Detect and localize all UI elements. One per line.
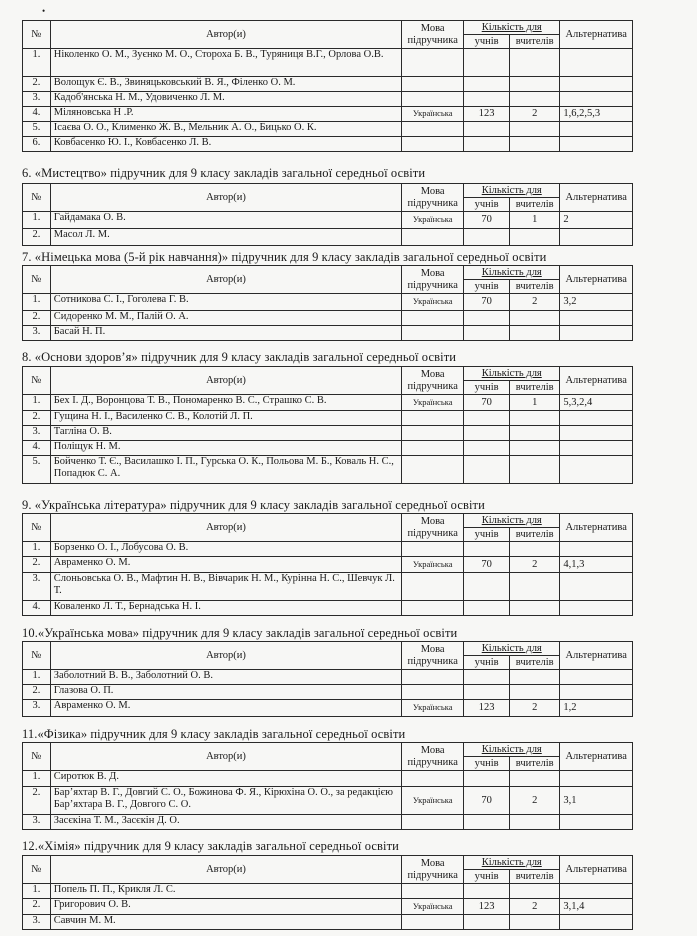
header-language xyxy=(402,184,464,212)
row-language: Українська xyxy=(402,899,464,915)
header-language xyxy=(402,642,464,670)
row-authors: Бойченко Т. Є., Василашко І. П., Гурська О. К., Польова М. Б., Коваль Н. С., Попадюк С. А. xyxy=(50,456,401,484)
table-row xyxy=(23,771,633,787)
row-language xyxy=(402,771,464,787)
row-number: 2. xyxy=(23,787,51,815)
header-author: Автор(и) xyxy=(50,856,401,884)
row-alternative: 1,2 xyxy=(560,700,633,717)
row-teachers-count xyxy=(510,49,560,77)
row-authors: Авраменко О. М. xyxy=(50,700,401,717)
row-teachers-count: 2 xyxy=(510,107,560,122)
header-teachers: вчителів xyxy=(510,757,560,771)
header-teachers: вчителів xyxy=(510,656,560,670)
row-language xyxy=(402,670,464,685)
row-teachers-count xyxy=(510,77,560,92)
textbook-table xyxy=(22,641,633,717)
row-alternative xyxy=(560,542,633,557)
header-num: № xyxy=(23,184,51,212)
row-alternative xyxy=(560,122,633,137)
header-author: Автор(и) xyxy=(50,514,401,542)
section-title: 12.«Хімія» підручник для 9 класу закладів загальної середньої освіти xyxy=(22,839,399,853)
row-alternative xyxy=(560,573,633,601)
header-author: Автор(и) xyxy=(50,642,401,670)
section-title: 10.«Українська мова» підручник для 9 класу закладів загальної середньої освіти xyxy=(22,626,458,640)
header-row xyxy=(23,184,633,198)
header-num: № xyxy=(23,743,51,771)
header-students: учнів xyxy=(464,35,510,49)
header-count: Кількість для xyxy=(464,642,560,656)
row-number: 4. xyxy=(23,107,51,122)
header-students: учнів xyxy=(464,280,510,294)
table-row xyxy=(23,573,633,601)
table-row xyxy=(23,107,633,122)
row-teachers-count: 2 xyxy=(510,700,560,717)
row-language xyxy=(402,915,464,930)
header-num: № xyxy=(23,266,51,294)
header-row xyxy=(23,856,633,870)
row-language: Українська xyxy=(402,700,464,717)
row-alternative xyxy=(560,77,633,92)
table-row xyxy=(23,815,633,830)
row-teachers-count: 2 xyxy=(510,787,560,815)
row-students-count xyxy=(464,884,510,899)
header-alternative: Альтернатива xyxy=(560,21,633,49)
row-alternative xyxy=(560,915,633,930)
row-number: 1. xyxy=(23,884,51,899)
row-students-count xyxy=(464,426,510,441)
row-students-count xyxy=(464,685,510,700)
header-students: учнів xyxy=(464,528,510,542)
row-students-count xyxy=(464,326,510,341)
header-num: № xyxy=(23,367,51,395)
row-number: 1. xyxy=(23,771,51,787)
header-language-line1: Мова xyxy=(420,858,445,870)
textbook-table xyxy=(22,20,633,152)
table-row xyxy=(23,601,633,616)
textbook-table xyxy=(22,183,633,246)
header-language xyxy=(402,367,464,395)
header-language xyxy=(402,856,464,884)
row-students-count xyxy=(464,573,510,601)
header-row xyxy=(23,266,633,280)
row-teachers-count xyxy=(510,122,560,137)
row-authors: Борзенко О. І., Лобусова О. В. xyxy=(50,542,401,557)
header-teachers: вчителів xyxy=(510,35,560,49)
row-authors: Міляновська Н .Р. xyxy=(50,107,401,122)
row-authors: Заболотний В. В., Заболотний О. В. xyxy=(50,670,401,685)
header-language-line2: підручника xyxy=(407,197,458,209)
header-alternative: Альтернатива xyxy=(560,184,633,212)
row-number: 1. xyxy=(23,542,51,557)
row-teachers-count xyxy=(510,884,560,899)
section-title: 8. «Основи здоров’я» підручник для 9 класу закладів загальної середньої освіти xyxy=(22,350,457,364)
row-students-count xyxy=(464,411,510,426)
row-teachers-count xyxy=(510,441,560,456)
row-authors: Гущина Н. І., Василенко С. В., Колотій Л. П. xyxy=(50,411,401,426)
row-authors: Сиротюк В. Д. xyxy=(50,771,401,787)
header-students: учнів xyxy=(464,198,510,212)
header-language-line1: Мова xyxy=(420,268,445,280)
header-row xyxy=(23,642,633,656)
row-teachers-count: 1 xyxy=(510,395,560,411)
row-alternative xyxy=(560,426,633,441)
header-language-line1: Мова xyxy=(420,644,445,656)
row-students-count: 70 xyxy=(464,787,510,815)
row-alternative: 3,1 xyxy=(560,787,633,815)
row-students-count: 123 xyxy=(464,899,510,915)
table-row xyxy=(23,899,633,915)
row-alternative xyxy=(560,326,633,341)
row-number: 1. xyxy=(23,294,51,311)
table-row xyxy=(23,542,633,557)
row-authors: Савчин М. М. xyxy=(50,915,401,930)
row-students-count xyxy=(464,915,510,930)
header-num: № xyxy=(23,21,51,49)
row-language xyxy=(402,92,464,107)
row-alternative: 4,1,3 xyxy=(560,557,633,573)
row-authors: Гайдамака О. В. xyxy=(50,212,401,229)
row-language xyxy=(402,411,464,426)
row-number: 3. xyxy=(23,815,51,830)
row-language xyxy=(402,77,464,92)
row-authors: Ніколенко О. М., Зуєнко М. О., Стороха Б. В., Туряниця В.Г., Орлова О.В. xyxy=(50,49,401,77)
section-title: 9. «Українська література» підручник для 9 класу закладів загальної середньої освіти xyxy=(22,498,485,512)
row-teachers-count xyxy=(510,326,560,341)
row-authors: Кадоб'янська Н. М., Удовиченко Л. М. xyxy=(50,92,401,107)
table-row xyxy=(23,557,633,573)
row-students-count xyxy=(464,311,510,326)
header-count: Кількість для xyxy=(464,743,560,757)
header-language-line2: підручника xyxy=(407,655,458,667)
row-students-count: 70 xyxy=(464,395,510,411)
textbook-table xyxy=(22,742,633,830)
row-authors: Ковбасенко Ю. І., Ковбасенко Л. В. xyxy=(50,137,401,152)
row-teachers-count xyxy=(510,426,560,441)
row-language: Українська xyxy=(402,787,464,815)
header-teachers: вчителів xyxy=(510,280,560,294)
header-count: Кількість для xyxy=(464,856,560,870)
row-language xyxy=(402,441,464,456)
header-language-line2: підручника xyxy=(407,34,458,46)
header-language xyxy=(402,21,464,49)
header-count: Кількість для xyxy=(464,266,560,280)
row-number: 2. xyxy=(23,77,51,92)
row-number: 3. xyxy=(23,700,51,717)
row-authors: Коваленко Л. Т., Бернадська Н. І. xyxy=(50,601,401,616)
table-row xyxy=(23,212,633,229)
row-language xyxy=(402,456,464,484)
table-row xyxy=(23,441,633,456)
row-students-count: 70 xyxy=(464,294,510,311)
header-language xyxy=(402,743,464,771)
row-students-count xyxy=(464,670,510,685)
header-alternative: Альтернатива xyxy=(560,266,633,294)
header-students: учнів xyxy=(464,757,510,771)
header-teachers: вчителів xyxy=(510,381,560,395)
row-authors: Сидоренко М. М., Палій О. А. xyxy=(50,311,401,326)
row-teachers-count xyxy=(510,915,560,930)
header-students: учнів xyxy=(464,656,510,670)
row-language xyxy=(402,426,464,441)
table-row xyxy=(23,77,633,92)
row-language xyxy=(402,137,464,152)
header-language-line2: підручника xyxy=(407,756,458,768)
row-number: 1. xyxy=(23,395,51,411)
header-alternative: Альтернатива xyxy=(560,642,633,670)
header-language-line2: підручника xyxy=(407,279,458,291)
row-students-count: 70 xyxy=(464,557,510,573)
row-students-count xyxy=(464,815,510,830)
header-language xyxy=(402,514,464,542)
header-author: Автор(и) xyxy=(50,367,401,395)
row-students-count: 123 xyxy=(464,107,510,122)
row-authors: Григорович О. В. xyxy=(50,899,401,915)
header-count: Кількість для xyxy=(464,21,560,35)
header-alternative: Альтернатива xyxy=(560,856,633,884)
row-number: 3. xyxy=(23,326,51,341)
row-students-count xyxy=(464,542,510,557)
row-alternative xyxy=(560,411,633,426)
scan-mark: • xyxy=(42,6,46,16)
row-teachers-count xyxy=(510,670,560,685)
textbook-table xyxy=(22,265,633,341)
header-students: учнів xyxy=(464,381,510,395)
row-alternative xyxy=(560,884,633,899)
row-number: 5. xyxy=(23,456,51,484)
row-alternative xyxy=(560,670,633,685)
table-row xyxy=(23,294,633,311)
row-students-count: 70 xyxy=(464,212,510,229)
header-language-line1: Мова xyxy=(420,186,445,198)
row-language: Українська xyxy=(402,107,464,122)
section-title: 6. «Мистецтво» підручник для 9 класу закладів загальної середньої освіти xyxy=(22,166,426,180)
row-alternative: 2 xyxy=(560,212,633,229)
table-row xyxy=(23,787,633,815)
header-language-line2: підручника xyxy=(407,380,458,392)
section-title: 11.«Фізика» підручник для 9 класу закладів загальної середньої освіти xyxy=(22,727,406,741)
row-alternative xyxy=(560,311,633,326)
row-authors: Масол Л. М. xyxy=(50,229,401,246)
row-students-count xyxy=(464,49,510,77)
header-row xyxy=(23,743,633,757)
row-authors: Тагліна О. В. xyxy=(50,426,401,441)
row-teachers-count: 2 xyxy=(510,899,560,915)
table-row xyxy=(23,700,633,717)
row-number: 1. xyxy=(23,212,51,229)
row-alternative xyxy=(560,456,633,484)
row-number: 2. xyxy=(23,411,51,426)
row-language xyxy=(402,685,464,700)
header-row xyxy=(23,514,633,528)
header-alternative: Альтернатива xyxy=(560,514,633,542)
row-alternative: 1,6,2,5,3 xyxy=(560,107,633,122)
header-teachers: вчителів xyxy=(510,870,560,884)
row-number: 2. xyxy=(23,557,51,573)
row-teachers-count xyxy=(510,137,560,152)
row-students-count xyxy=(464,122,510,137)
row-students-count xyxy=(464,441,510,456)
section-title: 7. «Німецька мова (5-й рік навчання)» підручник для 9 класу закладів загальної середньої освіти xyxy=(22,250,547,264)
table-row xyxy=(23,411,633,426)
row-language xyxy=(402,122,464,137)
header-language xyxy=(402,266,464,294)
row-alternative xyxy=(560,49,633,77)
header-row xyxy=(23,367,633,381)
row-teachers-count xyxy=(510,92,560,107)
header-language-line1: Мова xyxy=(420,745,445,757)
row-teachers-count xyxy=(510,542,560,557)
row-language xyxy=(402,884,464,899)
row-authors: Сотникова С. І., Гоголева Г. В. xyxy=(50,294,401,311)
header-author: Автор(и) xyxy=(50,184,401,212)
row-alternative xyxy=(560,92,633,107)
row-language xyxy=(402,229,464,246)
table-row xyxy=(23,49,633,77)
header-language-line2: підручника xyxy=(407,869,458,881)
row-authors: Волощук Є. В., Звиняцьковський В. Я., Філенко О. М. xyxy=(50,77,401,92)
row-students-count xyxy=(464,771,510,787)
row-alternative xyxy=(560,685,633,700)
row-number: 1. xyxy=(23,670,51,685)
row-alternative: 3,1,4 xyxy=(560,899,633,915)
row-alternative: 5,3,2,4 xyxy=(560,395,633,411)
row-students-count xyxy=(464,229,510,246)
row-number: 4. xyxy=(23,441,51,456)
table-row xyxy=(23,670,633,685)
row-alternative xyxy=(560,137,633,152)
row-language xyxy=(402,542,464,557)
header-row xyxy=(23,21,633,35)
row-alternative: 3,2 xyxy=(560,294,633,311)
table-row xyxy=(23,915,633,930)
row-number: 5. xyxy=(23,122,51,137)
row-teachers-count: 2 xyxy=(510,294,560,311)
table-row xyxy=(23,685,633,700)
row-alternative xyxy=(560,815,633,830)
row-number: 3. xyxy=(23,426,51,441)
row-students-count xyxy=(464,77,510,92)
row-language xyxy=(402,573,464,601)
table-row xyxy=(23,137,633,152)
header-students: учнів xyxy=(464,870,510,884)
table-row xyxy=(23,311,633,326)
row-students-count xyxy=(464,137,510,152)
header-num: № xyxy=(23,514,51,542)
row-alternative xyxy=(560,771,633,787)
header-count: Кількість для xyxy=(464,184,560,198)
textbook-table xyxy=(22,513,633,616)
row-language xyxy=(402,49,464,77)
header-language-line1: Мова xyxy=(420,369,445,381)
row-students-count xyxy=(464,92,510,107)
header-language-line1: Мова xyxy=(420,516,445,528)
textbook-table xyxy=(22,366,633,484)
row-teachers-count: 2 xyxy=(510,557,560,573)
row-number: 2. xyxy=(23,899,51,915)
row-number: 1. xyxy=(23,49,51,77)
header-author: Автор(и) xyxy=(50,21,401,49)
header-count: Кількість для xyxy=(464,514,560,528)
row-teachers-count xyxy=(510,573,560,601)
row-students-count xyxy=(464,456,510,484)
row-authors: Басай Н. П. xyxy=(50,326,401,341)
row-alternative xyxy=(560,441,633,456)
row-authors: Бех І. Д., Воронцова Т. В., Пономаренко В. С., Страшко С. В. xyxy=(50,395,401,411)
row-number: 2. xyxy=(23,229,51,246)
row-authors: Глазова О. П. xyxy=(50,685,401,700)
row-teachers-count xyxy=(510,685,560,700)
header-num: № xyxy=(23,642,51,670)
row-number: 2. xyxy=(23,311,51,326)
row-language xyxy=(402,601,464,616)
header-alternative: Альтернатива xyxy=(560,743,633,771)
table-row xyxy=(23,884,633,899)
row-teachers-count xyxy=(510,229,560,246)
row-authors: Бар’яхтар В. Г., Довгий С. О., Божинова Ф. Я., Кірюхіна О. О., за редакцією Бар’яхтара В. Г., Довгого С. О. xyxy=(50,787,401,815)
row-teachers-count xyxy=(510,771,560,787)
row-language: Українська xyxy=(402,395,464,411)
header-count: Кількість для xyxy=(464,367,560,381)
header-teachers: вчителів xyxy=(510,198,560,212)
table-row xyxy=(23,395,633,411)
row-teachers-count xyxy=(510,815,560,830)
row-language xyxy=(402,311,464,326)
table-row xyxy=(23,122,633,137)
header-num: № xyxy=(23,856,51,884)
row-students-count: 123 xyxy=(464,700,510,717)
row-teachers-count xyxy=(510,411,560,426)
table-row xyxy=(23,326,633,341)
header-alternative: Альтернатива xyxy=(560,367,633,395)
row-language xyxy=(402,815,464,830)
header-language-line2: підручника xyxy=(407,527,458,539)
row-number: 3. xyxy=(23,915,51,930)
row-authors: Ісаєва О. О., Клименко Ж. В., Мельник А. О., Бицько О. К. xyxy=(50,122,401,137)
row-language: Українська xyxy=(402,212,464,229)
row-students-count xyxy=(464,601,510,616)
row-teachers-count: 1 xyxy=(510,212,560,229)
textbook-table xyxy=(22,855,633,930)
row-language xyxy=(402,326,464,341)
row-number: 4. xyxy=(23,601,51,616)
table-row xyxy=(23,92,633,107)
row-number: 3. xyxy=(23,573,51,601)
row-number: 2. xyxy=(23,685,51,700)
row-language: Українська xyxy=(402,294,464,311)
header-language-line1: Мова xyxy=(420,23,445,35)
table-row xyxy=(23,426,633,441)
row-alternative xyxy=(560,601,633,616)
row-teachers-count xyxy=(510,456,560,484)
row-alternative xyxy=(560,229,633,246)
row-authors: Поліщук Н. М. xyxy=(50,441,401,456)
row-authors: Попель П. П., Крикля Л. С. xyxy=(50,884,401,899)
row-number: 3. xyxy=(23,92,51,107)
row-language: Українська xyxy=(402,557,464,573)
row-number: 6. xyxy=(23,137,51,152)
table-row xyxy=(23,229,633,246)
header-teachers: вчителів xyxy=(510,528,560,542)
header-author: Автор(и) xyxy=(50,743,401,771)
row-authors: Засєкіна Т. М., Засєкін Д. О. xyxy=(50,815,401,830)
row-authors: Авраменко О. М. xyxy=(50,557,401,573)
row-authors: Слоньовська О. В., Мафтин Н. В., Вівчарик Н. М., Курінна Н. С., Шевчук Л. Т. xyxy=(50,573,401,601)
table-row xyxy=(23,456,633,484)
header-author: Автор(и) xyxy=(50,266,401,294)
row-teachers-count xyxy=(510,311,560,326)
row-teachers-count xyxy=(510,601,560,616)
